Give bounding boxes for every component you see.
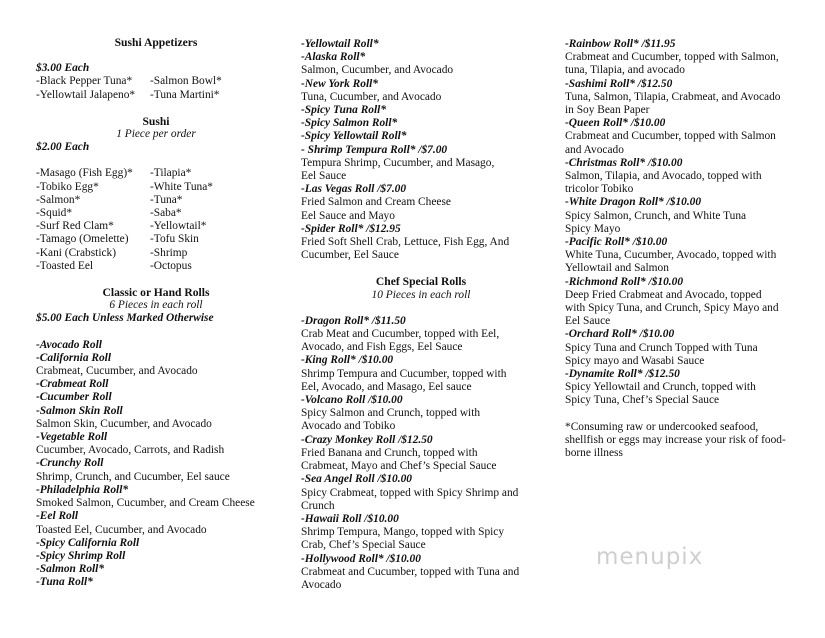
roll-description: Eel Sauce and Mayo (301, 209, 395, 222)
menu-item-name: -Squid* (36, 207, 73, 220)
roll-name: -Tuna Roll* (36, 576, 93, 589)
roll-name: -Christmas Roll* /$10.00 (565, 156, 683, 169)
roll-name: -White Dragon Roll* /$10.00 (565, 196, 702, 209)
roll-description: tricolor Tobiko (565, 183, 634, 196)
roll-name: -Hollywood Roll* /$10.00 (301, 552, 421, 565)
roll-name: -Sashimi Roll* /$12.50 (565, 77, 673, 90)
menu-item-name: -Kani (Crabstick) (36, 246, 117, 259)
menu-row (36, 167, 276, 180)
roll-description: Spicy Mayo (565, 222, 621, 235)
roll-description: Shrimp Tempura, Mango, topped with Spicy (301, 526, 505, 539)
roll-description: Salmon Skin, Cucumber, and Avocado (36, 417, 212, 430)
menu-item-name: -Tuna* (150, 193, 183, 206)
section-title-chef-special: Chef Special Rolls (375, 275, 467, 289)
roll-name: - Shrimp Tempura Roll* /$7.00 (301, 143, 448, 156)
roll-name: -Spicy Tuna Roll* (301, 104, 387, 117)
roll-description: Crabmeat and Cucumber, topped with Salmon, (565, 51, 779, 64)
roll-description: Crab Meat and Cucumber, topped with Eel, (301, 328, 500, 341)
roll-description: Crabmeat and Cucumber, topped with Tuna and (301, 565, 520, 578)
roll-description: Salmon, Tilapia, and Avocado, topped with (565, 170, 762, 183)
roll-description: Tuna, Cucumber, and Avocado (301, 90, 442, 103)
roll-description: and Avocado (565, 143, 624, 156)
roll-name: -Spicy Yellowtail Roll* (301, 130, 407, 143)
roll-name: -Pacific Roll* /$10.00 (565, 236, 668, 249)
roll-description: Crabmeat, Mayo and Chef’s Special Sauce (301, 460, 497, 473)
section-title-classic-rolls: Classic or Hand Rolls (102, 286, 210, 300)
roll-name: -California Roll (36, 351, 112, 364)
roll-name: -Crazy Monkey Roll /$12.50 (301, 433, 433, 446)
roll-name: -Richmond Roll* /$10.00 (565, 275, 684, 288)
roll-name: -Alaska Roll* (301, 51, 366, 64)
menu-row (36, 194, 276, 207)
roll-name: -Cucumber Roll (36, 391, 112, 404)
menu-item-name: -Yellowtail Jalapeno* (36, 88, 136, 101)
menu-row (36, 247, 276, 260)
roll-description: Crabmeat and Cucumber, topped with Salmon (565, 130, 776, 143)
roll-name: -Las Vegas Roll /$7.00 (301, 183, 407, 196)
roll-name: -Vegetable Roll (36, 431, 108, 444)
roll-description: Crab, Chef’s Special Sauce (301, 539, 426, 552)
health-warning-line: shellfish or eggs may increase your risk of food- (565, 433, 786, 446)
roll-description: Crabmeat, Cucumber, and Avocado (36, 365, 198, 378)
menu-column-left (36, 36, 276, 590)
roll-description: Tempura Shrimp, Cucumber, and Masago, (301, 156, 495, 169)
roll-name: -Salmon Roll* (36, 563, 105, 576)
section-title-appetizers: Sushi Appetizers (114, 36, 198, 49)
roll-description: tuna, Tilapia, and avocado (565, 64, 685, 77)
menu-item-name: -Tuna Martini* (150, 88, 220, 101)
roll-description: Avocado and Tobiko (301, 420, 396, 433)
section-title-sushi: Sushi (142, 114, 170, 128)
roll-description: Avocado (301, 578, 342, 591)
roll-description: Fried Banana and Crunch, topped with (301, 446, 478, 459)
roll-description: Crunch (301, 499, 335, 512)
roll-description: Shrimp Tempura and Cucumber, topped with (301, 367, 507, 380)
health-warning-line: *Consuming raw or undercooked seafood, (565, 420, 759, 433)
roll-name: -New York Roll* (301, 77, 378, 90)
roll-name: -Hawaii Roll /$10.00 (301, 512, 399, 525)
menu-item-name: -Salmon Bowl* (150, 75, 222, 88)
roll-name: -Salmon Skin Roll (36, 404, 123, 417)
roll-description: Spicy Salmon, Crunch, and White Tuna (565, 209, 747, 222)
menu-item-name: -Tilapia* (150, 167, 192, 180)
menu-item-name: -Saba* (150, 207, 182, 220)
roll-description: Spicy Tuna, Chef’s Special Sauce (565, 394, 720, 407)
watermark-logo: menupix (596, 544, 704, 570)
roll-description: Avocado, and Fish Eggs, Eel Sauce (301, 341, 463, 354)
roll-description: Eel Sauce (565, 315, 611, 328)
roll-description: Shrimp, Crunch, and Cucumber, Eel sauce (36, 470, 230, 483)
roll-name: -Eel Roll (36, 510, 79, 523)
menu-row (36, 207, 276, 220)
menu-item-name: -Yellowtail* (150, 220, 207, 233)
menu-item-name: -Tamago (Omelette) (36, 233, 129, 246)
roll-description: with Spicy Tuna, and Crunch, Spicy Mayo and (565, 302, 779, 315)
roll-name: -Queen Roll* /$10.00 (565, 117, 666, 130)
roll-description: Cucumber, Eel Sauce (301, 249, 399, 262)
menu-row (36, 233, 276, 246)
menu-item-name: -Tofu Skin (150, 233, 199, 246)
roll-description: Smoked Salmon, Cucumber, and Cream Cheese (36, 497, 255, 510)
roll-description: White Tuna, Cucumber, Avocado, topped with (565, 249, 777, 262)
menu-row (36, 89, 276, 102)
sushi-subtitle: 1 Piece per order (116, 128, 196, 141)
menu-item-name: -Surf Red Clam* (36, 220, 114, 233)
roll-name: -Spicy California Roll (36, 536, 140, 549)
menu-item-name: -Black Pepper Tuna* (36, 75, 133, 88)
health-warning (565, 421, 805, 461)
roll-description: Eel Sauce (301, 170, 347, 183)
menu-item-name: -Toasted Eel (36, 259, 94, 272)
menu-item-name: -Octopus (150, 259, 192, 272)
roll-description: Fried Soft Shell Crab, Lettuce, Fish Egg, And (301, 236, 510, 249)
roll-name: -Dragon Roll* /$11.50 (301, 314, 406, 327)
roll-name: -Avocado Roll (36, 338, 102, 351)
menu-row (36, 181, 276, 194)
roll-name: -Dynamite Roll* /$12.50 (565, 368, 680, 381)
roll-name: -Rainbow Roll* /$11.95 (565, 38, 676, 50)
roll-name: -Spider Roll* /$12.95 (301, 222, 401, 235)
chef-subtitle: 10 Pieces in each roll (371, 288, 471, 301)
menu-column-middle (301, 38, 541, 592)
menu-row (36, 220, 276, 233)
menu-item-name: -White Tuna* (150, 180, 213, 193)
roll-description: Tuna, Salmon, Tilapia, Crabmeat, and Avocado (565, 90, 781, 103)
roll-name: -Yellowtail Roll* (301, 38, 379, 50)
roll-description: Spicy mayo and Wasabi Sauce (565, 354, 705, 367)
health-warning-line: borne illness (565, 447, 623, 460)
roll-name: -Philadelphia Roll* (36, 483, 129, 496)
sushi-price: $2.00 Each (36, 141, 90, 154)
roll-description: Salmon, Cucumber, and Avocado (301, 64, 454, 77)
roll-description: Toasted Eel, Cucumber, and Avocado (36, 523, 207, 536)
roll-name: -Crunchy Roll (36, 457, 104, 470)
roll-name: -Crabmeat Roll (36, 378, 109, 391)
menu-column-right (565, 38, 805, 460)
classic-subtitle: 6 Pieces in each roll (109, 299, 203, 312)
roll-name: -Orchard Roll* /$10.00 (565, 328, 675, 341)
roll-name: -King Roll* /$10.00 (301, 354, 394, 367)
roll-description: Fried Salmon and Cream Cheese (301, 196, 451, 209)
roll-name: -Volcano Roll /$10.00 (301, 394, 403, 407)
menu-row (36, 75, 276, 88)
roll-description: Eel, Avocado, and Masago, Eel sauce (301, 380, 472, 393)
roll-description: Spicy Crabmeat, topped with Spicy Shrimp and (301, 486, 519, 499)
menu-item-name: -Salmon* (36, 193, 81, 206)
roll-description: Cucumber, Avocado, Carrots, and Radish (36, 444, 225, 457)
classic-price: $5.00 Each Unless Marked Otherwise (36, 312, 214, 325)
menu-item-name: -Tobiko Egg* (36, 180, 99, 193)
roll-description: in Soy Bean Paper (565, 104, 650, 117)
roll-description: Spicy Yellowtail and Crunch, topped with (565, 381, 756, 394)
roll-description: Spicy Tuna and Crunch Topped with Tuna (565, 341, 758, 354)
appetizers-price: $3.00 Each (36, 62, 90, 75)
roll-description: Spicy Salmon and Crunch, topped with (301, 407, 481, 420)
menu-item-name: -Masago (Fish Egg)* (36, 167, 133, 180)
roll-description: Deep Fried Crabmeat and Avocado, topped (565, 288, 762, 301)
menu-row (36, 260, 276, 273)
roll-name: -Sea Angel Roll /$10.00 (301, 473, 412, 486)
roll-name: -Spicy Shrimp Roll (36, 549, 126, 562)
roll-name: -Spicy Salmon Roll* (301, 117, 398, 130)
menu-item-name: -Shrimp (150, 246, 188, 259)
roll-description: Yellowtail and Salmon (565, 262, 669, 275)
